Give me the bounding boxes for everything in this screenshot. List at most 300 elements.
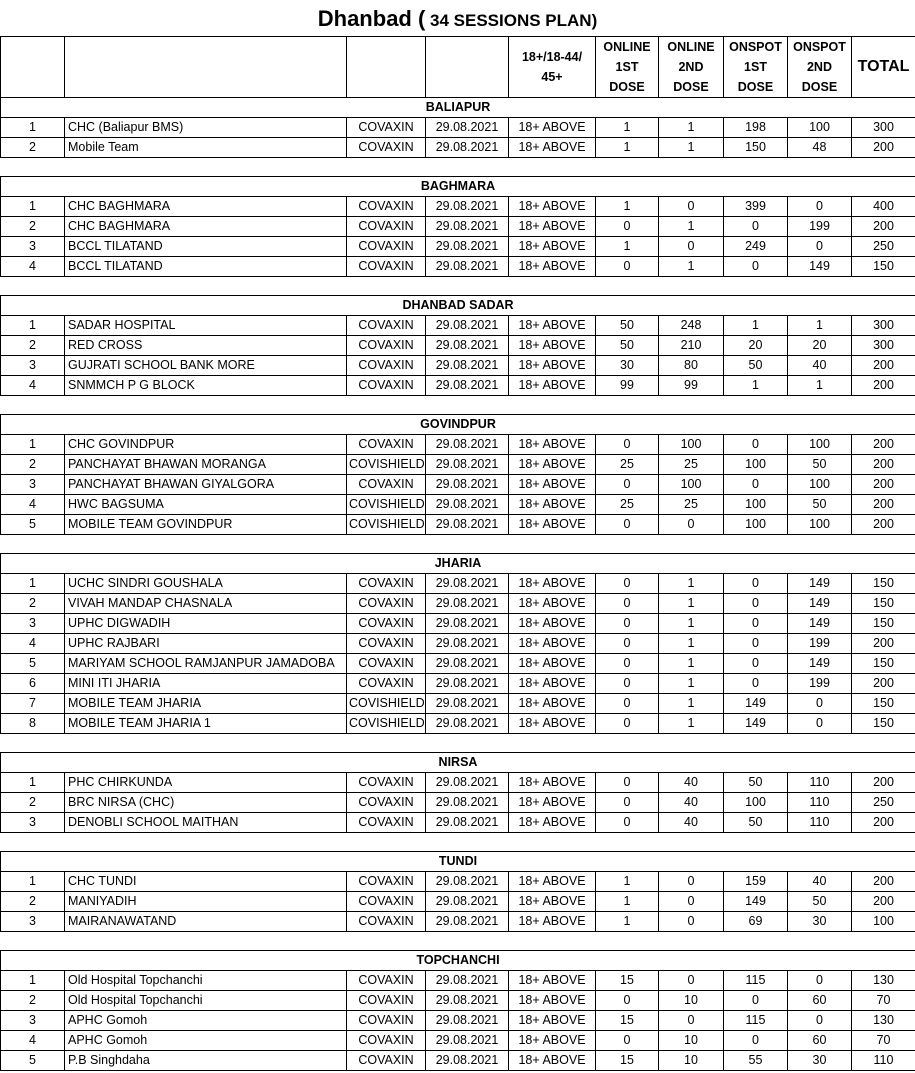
cell-age-group: 18+ ABOVE bbox=[509, 118, 596, 138]
cell-sno: 1 bbox=[1, 197, 65, 217]
cell-online-1st-dose: 15 bbox=[596, 1051, 659, 1071]
block-header-row bbox=[1, 554, 915, 574]
cell-vaccine: COVAXIN bbox=[347, 793, 426, 813]
spacer-row bbox=[1, 932, 915, 951]
table-row bbox=[1, 594, 915, 614]
cell-onspot-1st-dose: 0 bbox=[724, 594, 788, 614]
table-row bbox=[1, 495, 915, 515]
cell-online-1st-dose: 0 bbox=[596, 257, 659, 277]
cell-onspot-1st-dose: 50 bbox=[724, 356, 788, 376]
cell-sno: 2 bbox=[1, 455, 65, 475]
header-age-group: 18+/18-44/ 45+ bbox=[509, 37, 596, 98]
cell-online-2nd-dose: 40 bbox=[659, 773, 724, 793]
cell-sno: 3 bbox=[1, 813, 65, 833]
cell-total: 100 bbox=[852, 912, 915, 932]
cell-online-1st-dose: 0 bbox=[596, 694, 659, 714]
cell-onspot-2nd-dose: 0 bbox=[788, 1011, 852, 1031]
cell-site-name: MOBILE TEAM JHARIA bbox=[65, 694, 347, 714]
cell-age-group: 18+ ABOVE bbox=[509, 237, 596, 257]
cell-sno: 3 bbox=[1, 475, 65, 495]
cell-vaccine: COVAXIN bbox=[347, 971, 426, 991]
block-header-row bbox=[1, 296, 915, 316]
cell-onspot-1st-dose: 0 bbox=[724, 991, 788, 1011]
cell-sno: 2 bbox=[1, 594, 65, 614]
cell-total: 300 bbox=[852, 316, 915, 336]
cell-total: 130 bbox=[852, 1011, 915, 1031]
cell-vaccine: COVAXIN bbox=[347, 217, 426, 237]
cell-online-2nd-dose: 0 bbox=[659, 197, 724, 217]
cell-onspot-1st-dose: 0 bbox=[724, 435, 788, 455]
cell-onspot-1st-dose: 115 bbox=[724, 971, 788, 991]
block-name: BALIAPUR bbox=[1, 98, 915, 118]
header-sno bbox=[1, 37, 65, 98]
cell-onspot-1st-dose: 100 bbox=[724, 515, 788, 535]
cell-onspot-2nd-dose: 0 bbox=[788, 714, 852, 734]
cell-vaccine: COVAXIN bbox=[347, 1051, 426, 1071]
cell-onspot-2nd-dose: 30 bbox=[788, 912, 852, 932]
cell-onspot-1st-dose: 1 bbox=[724, 316, 788, 336]
cell-sno: 3 bbox=[1, 614, 65, 634]
cell-sno: 1 bbox=[1, 872, 65, 892]
table-row bbox=[1, 197, 915, 217]
cell-online-2nd-dose: 1 bbox=[659, 614, 724, 634]
cell-online-1st-dose: 0 bbox=[596, 217, 659, 237]
cell-online-1st-dose: 50 bbox=[596, 316, 659, 336]
cell-age-group: 18+ ABOVE bbox=[509, 1031, 596, 1051]
cell-session-date: 29.08.2021 bbox=[426, 257, 509, 277]
cell-onspot-2nd-dose: 0 bbox=[788, 197, 852, 217]
cell-vaccine: COVISHIELD bbox=[347, 694, 426, 714]
cell-site-name: APHC Gomoh bbox=[65, 1031, 347, 1051]
cell-onspot-1st-dose: 0 bbox=[724, 574, 788, 594]
cell-total: 250 bbox=[852, 237, 915, 257]
cell-online-1st-dose: 0 bbox=[596, 435, 659, 455]
cell-session-date: 29.08.2021 bbox=[426, 773, 509, 793]
cell-session-date: 29.08.2021 bbox=[426, 813, 509, 833]
cell-sno: 2 bbox=[1, 336, 65, 356]
cell-online-2nd-dose: 0 bbox=[659, 1011, 724, 1031]
cell-onspot-1st-dose: 159 bbox=[724, 872, 788, 892]
cell-onspot-2nd-dose: 199 bbox=[788, 634, 852, 654]
cell-session-date: 29.08.2021 bbox=[426, 435, 509, 455]
cell-onspot-2nd-dose: 149 bbox=[788, 257, 852, 277]
cell-total: 150 bbox=[852, 614, 915, 634]
cell-onspot-1st-dose: 149 bbox=[724, 892, 788, 912]
spacer-row bbox=[1, 396, 915, 415]
header-online-1st-dose: ONLINE 1ST DOSE bbox=[596, 37, 659, 98]
cell-age-group: 18+ ABOVE bbox=[509, 654, 596, 674]
cell-online-2nd-dose: 0 bbox=[659, 515, 724, 535]
cell-site-name: CHC (Baliapur BMS) bbox=[65, 118, 347, 138]
cell-total: 200 bbox=[852, 674, 915, 694]
cell-onspot-2nd-dose: 30 bbox=[788, 1051, 852, 1071]
cell-onspot-2nd-dose: 110 bbox=[788, 773, 852, 793]
spacer-row bbox=[1, 833, 915, 852]
cell-total: 200 bbox=[852, 376, 915, 396]
header-site bbox=[65, 37, 347, 98]
header-total: TOTAL bbox=[852, 37, 915, 98]
spacer-cell bbox=[1, 932, 915, 951]
table-row bbox=[1, 872, 915, 892]
cell-session-date: 29.08.2021 bbox=[426, 1051, 509, 1071]
spacer-cell bbox=[1, 396, 915, 415]
cell-online-1st-dose: 1 bbox=[596, 138, 659, 158]
cell-age-group: 18+ ABOVE bbox=[509, 714, 596, 734]
cell-vaccine: COVAXIN bbox=[347, 138, 426, 158]
sessions-table bbox=[0, 36, 915, 1071]
cell-onspot-2nd-dose: 199 bbox=[788, 674, 852, 694]
cell-total: 70 bbox=[852, 1031, 915, 1051]
cell-online-1st-dose: 0 bbox=[596, 614, 659, 634]
cell-sno: 2 bbox=[1, 991, 65, 1011]
cell-site-name: GUJRATI SCHOOL BANK MORE bbox=[65, 356, 347, 376]
block-name: TOPCHANCHI bbox=[1, 951, 915, 971]
table-row bbox=[1, 138, 915, 158]
cell-session-date: 29.08.2021 bbox=[426, 793, 509, 813]
cell-online-1st-dose: 0 bbox=[596, 634, 659, 654]
cell-vaccine: COVAXIN bbox=[347, 872, 426, 892]
cell-online-2nd-dose: 248 bbox=[659, 316, 724, 336]
cell-session-date: 29.08.2021 bbox=[426, 674, 509, 694]
cell-onspot-2nd-dose: 50 bbox=[788, 892, 852, 912]
cell-site-name: UCHC SINDRI GOUSHALA bbox=[65, 574, 347, 594]
block-header-row bbox=[1, 753, 915, 773]
cell-site-name: RED CROSS bbox=[65, 336, 347, 356]
cell-site-name: UPHC RAJBARI bbox=[65, 634, 347, 654]
cell-online-2nd-dose: 210 bbox=[659, 336, 724, 356]
cell-total: 200 bbox=[852, 495, 915, 515]
table-row bbox=[1, 217, 915, 237]
cell-sno: 4 bbox=[1, 376, 65, 396]
cell-total: 70 bbox=[852, 991, 915, 1011]
cell-age-group: 18+ ABOVE bbox=[509, 495, 596, 515]
cell-onspot-1st-dose: 0 bbox=[724, 217, 788, 237]
cell-total: 110 bbox=[852, 1051, 915, 1071]
cell-age-group: 18+ ABOVE bbox=[509, 813, 596, 833]
cell-site-name: Old Hospital Topchanchi bbox=[65, 991, 347, 1011]
block-header-row bbox=[1, 951, 915, 971]
spacer-cell bbox=[1, 277, 915, 296]
cell-site-name: Old Hospital Topchanchi bbox=[65, 971, 347, 991]
cell-sno: 4 bbox=[1, 634, 65, 654]
cell-session-date: 29.08.2021 bbox=[426, 971, 509, 991]
cell-sno: 4 bbox=[1, 495, 65, 515]
cell-onspot-1st-dose: 0 bbox=[724, 475, 788, 495]
cell-age-group: 18+ ABOVE bbox=[509, 773, 596, 793]
cell-total: 200 bbox=[852, 872, 915, 892]
cell-online-1st-dose: 0 bbox=[596, 475, 659, 495]
cell-online-2nd-dose: 1 bbox=[659, 654, 724, 674]
cell-online-2nd-dose: 1 bbox=[659, 594, 724, 614]
cell-online-1st-dose: 1 bbox=[596, 197, 659, 217]
cell-online-2nd-dose: 0 bbox=[659, 237, 724, 257]
cell-sno: 5 bbox=[1, 515, 65, 535]
table-body bbox=[1, 37, 915, 1071]
cell-session-date: 29.08.2021 bbox=[426, 574, 509, 594]
table-row bbox=[1, 257, 915, 277]
cell-online-2nd-dose: 1 bbox=[659, 714, 724, 734]
cell-onspot-1st-dose: 0 bbox=[724, 674, 788, 694]
cell-sno: 1 bbox=[1, 435, 65, 455]
cell-age-group: 18+ ABOVE bbox=[509, 217, 596, 237]
cell-online-1st-dose: 0 bbox=[596, 674, 659, 694]
cell-age-group: 18+ ABOVE bbox=[509, 197, 596, 217]
cell-total: 200 bbox=[852, 475, 915, 495]
cell-onspot-1st-dose: 50 bbox=[724, 773, 788, 793]
cell-sno: 1 bbox=[1, 773, 65, 793]
cell-site-name: DENOBLI SCHOOL MAITHAN bbox=[65, 813, 347, 833]
cell-age-group: 18+ ABOVE bbox=[509, 356, 596, 376]
cell-vaccine: COVAXIN bbox=[347, 674, 426, 694]
cell-age-group: 18+ ABOVE bbox=[509, 574, 596, 594]
table-row bbox=[1, 435, 915, 455]
cell-vaccine: COVAXIN bbox=[347, 1011, 426, 1031]
cell-total: 150 bbox=[852, 654, 915, 674]
cell-online-1st-dose: 25 bbox=[596, 455, 659, 475]
cell-onspot-2nd-dose: 100 bbox=[788, 515, 852, 535]
table-row bbox=[1, 336, 915, 356]
cell-onspot-1st-dose: 20 bbox=[724, 336, 788, 356]
cell-age-group: 18+ ABOVE bbox=[509, 872, 596, 892]
cell-online-2nd-dose: 10 bbox=[659, 1051, 724, 1071]
block-header-row bbox=[1, 177, 915, 197]
cell-onspot-1st-dose: 50 bbox=[724, 813, 788, 833]
cell-site-name: VIVAH MANDAP CHASNALA bbox=[65, 594, 347, 614]
cell-site-name: MANIYADIH bbox=[65, 892, 347, 912]
table-row bbox=[1, 1031, 915, 1051]
block-name: NIRSA bbox=[1, 753, 915, 773]
cell-online-2nd-dose: 100 bbox=[659, 475, 724, 495]
cell-onspot-2nd-dose: 60 bbox=[788, 991, 852, 1011]
block-name: GOVINDPUR bbox=[1, 415, 915, 435]
cell-total: 300 bbox=[852, 336, 915, 356]
cell-site-name: CHC TUNDI bbox=[65, 872, 347, 892]
spacer-cell bbox=[1, 734, 915, 753]
cell-onspot-2nd-dose: 20 bbox=[788, 336, 852, 356]
cell-total: 400 bbox=[852, 197, 915, 217]
cell-session-date: 29.08.2021 bbox=[426, 217, 509, 237]
table-row bbox=[1, 714, 915, 734]
cell-onspot-1st-dose: 150 bbox=[724, 138, 788, 158]
cell-age-group: 18+ ABOVE bbox=[509, 475, 596, 495]
table-row bbox=[1, 912, 915, 932]
cell-site-name: CHC BAGHMARA bbox=[65, 197, 347, 217]
cell-online-2nd-dose: 10 bbox=[659, 1031, 724, 1051]
block-name: TUNDI bbox=[1, 852, 915, 872]
cell-vaccine: COVAXIN bbox=[347, 594, 426, 614]
cell-sno: 6 bbox=[1, 674, 65, 694]
cell-sno: 8 bbox=[1, 714, 65, 734]
cell-vaccine: COVAXIN bbox=[347, 316, 426, 336]
cell-vaccine: COVAXIN bbox=[347, 356, 426, 376]
cell-vaccine: COVAXIN bbox=[347, 257, 426, 277]
cell-total: 150 bbox=[852, 574, 915, 594]
cell-sno: 3 bbox=[1, 912, 65, 932]
cell-session-date: 29.08.2021 bbox=[426, 594, 509, 614]
block-name: BAGHMARA bbox=[1, 177, 915, 197]
cell-online-2nd-dose: 10 bbox=[659, 991, 724, 1011]
cell-total: 200 bbox=[852, 356, 915, 376]
cell-online-2nd-dose: 1 bbox=[659, 674, 724, 694]
cell-vaccine: COVAXIN bbox=[347, 892, 426, 912]
cell-online-1st-dose: 15 bbox=[596, 971, 659, 991]
cell-online-2nd-dose: 1 bbox=[659, 694, 724, 714]
cell-age-group: 18+ ABOVE bbox=[509, 594, 596, 614]
cell-online-1st-dose: 0 bbox=[596, 574, 659, 594]
spacer-cell bbox=[1, 158, 915, 177]
cell-onspot-1st-dose: 0 bbox=[724, 634, 788, 654]
cell-online-2nd-dose: 0 bbox=[659, 892, 724, 912]
cell-sno: 1 bbox=[1, 574, 65, 594]
table-row bbox=[1, 1011, 915, 1031]
cell-onspot-2nd-dose: 149 bbox=[788, 614, 852, 634]
cell-onspot-2nd-dose: 149 bbox=[788, 574, 852, 594]
cell-total: 200 bbox=[852, 138, 915, 158]
cell-site-name: PANCHAYAT BHAWAN MORANGA bbox=[65, 455, 347, 475]
cell-online-2nd-dose: 25 bbox=[659, 495, 724, 515]
cell-onspot-1st-dose: 55 bbox=[724, 1051, 788, 1071]
cell-online-2nd-dose: 1 bbox=[659, 634, 724, 654]
cell-onspot-2nd-dose: 0 bbox=[788, 237, 852, 257]
cell-online-1st-dose: 99 bbox=[596, 376, 659, 396]
cell-site-name: BCCL TILATAND bbox=[65, 237, 347, 257]
cell-age-group: 18+ ABOVE bbox=[509, 316, 596, 336]
block-header-row bbox=[1, 852, 915, 872]
cell-onspot-1st-dose: 100 bbox=[724, 455, 788, 475]
cell-vaccine: COVAXIN bbox=[347, 634, 426, 654]
cell-vaccine: COVISHIELD bbox=[347, 495, 426, 515]
cell-onspot-1st-dose: 198 bbox=[724, 118, 788, 138]
cell-site-name: PHC CHIRKUNDA bbox=[65, 773, 347, 793]
cell-age-group: 18+ ABOVE bbox=[509, 1051, 596, 1071]
table-row bbox=[1, 515, 915, 535]
cell-sno: 2 bbox=[1, 793, 65, 813]
cell-total: 250 bbox=[852, 793, 915, 813]
cell-site-name: P.B Singhdaha bbox=[65, 1051, 347, 1071]
cell-session-date: 29.08.2021 bbox=[426, 1011, 509, 1031]
cell-session-date: 29.08.2021 bbox=[426, 356, 509, 376]
cell-online-1st-dose: 30 bbox=[596, 356, 659, 376]
spacer-row bbox=[1, 535, 915, 554]
cell-online-2nd-dose: 1 bbox=[659, 217, 724, 237]
cell-onspot-1st-dose: 100 bbox=[724, 793, 788, 813]
cell-session-date: 29.08.2021 bbox=[426, 892, 509, 912]
cell-site-name: HWC BAGSUMA bbox=[65, 495, 347, 515]
title-sub: 34 SESSIONS PLAN) bbox=[425, 11, 598, 30]
cell-age-group: 18+ ABOVE bbox=[509, 257, 596, 277]
table-row bbox=[1, 634, 915, 654]
table-row bbox=[1, 118, 915, 138]
cell-total: 300 bbox=[852, 118, 915, 138]
cell-onspot-1st-dose: 1 bbox=[724, 376, 788, 396]
cell-onspot-2nd-dose: 40 bbox=[788, 356, 852, 376]
cell-vaccine: COVISHIELD bbox=[347, 455, 426, 475]
cell-session-date: 29.08.2021 bbox=[426, 118, 509, 138]
cell-onspot-2nd-dose: 48 bbox=[788, 138, 852, 158]
spacer-row bbox=[1, 734, 915, 753]
cell-site-name: Mobile Team bbox=[65, 138, 347, 158]
cell-onspot-1st-dose: 149 bbox=[724, 694, 788, 714]
spacer-cell bbox=[1, 833, 915, 852]
cell-site-name: PANCHAYAT BHAWAN GIYALGORA bbox=[65, 475, 347, 495]
table-row bbox=[1, 654, 915, 674]
cell-total: 200 bbox=[852, 813, 915, 833]
cell-age-group: 18+ ABOVE bbox=[509, 912, 596, 932]
cell-vaccine: COVAXIN bbox=[347, 197, 426, 217]
cell-online-1st-dose: 0 bbox=[596, 813, 659, 833]
cell-total: 200 bbox=[852, 773, 915, 793]
cell-age-group: 18+ ABOVE bbox=[509, 614, 596, 634]
cell-sno: 1 bbox=[1, 118, 65, 138]
cell-session-date: 29.08.2021 bbox=[426, 872, 509, 892]
table-row bbox=[1, 316, 915, 336]
spacer-cell bbox=[1, 535, 915, 554]
cell-onspot-2nd-dose: 110 bbox=[788, 813, 852, 833]
cell-age-group: 18+ ABOVE bbox=[509, 892, 596, 912]
cell-online-1st-dose: 0 bbox=[596, 991, 659, 1011]
cell-onspot-1st-dose: 399 bbox=[724, 197, 788, 217]
cell-age-group: 18+ ABOVE bbox=[509, 634, 596, 654]
table-row bbox=[1, 455, 915, 475]
header-onspot-2nd-dose: ONSPOT 2ND DOSE bbox=[788, 37, 852, 98]
header-date bbox=[426, 37, 509, 98]
cell-online-2nd-dose: 1 bbox=[659, 118, 724, 138]
cell-onspot-1st-dose: 0 bbox=[724, 654, 788, 674]
cell-online-1st-dose: 0 bbox=[596, 594, 659, 614]
cell-total: 150 bbox=[852, 714, 915, 734]
cell-total: 150 bbox=[852, 257, 915, 277]
table-row bbox=[1, 356, 915, 376]
cell-session-date: 29.08.2021 bbox=[426, 376, 509, 396]
table-row bbox=[1, 237, 915, 257]
cell-age-group: 18+ ABOVE bbox=[509, 991, 596, 1011]
cell-session-date: 29.08.2021 bbox=[426, 714, 509, 734]
cell-age-group: 18+ ABOVE bbox=[509, 1011, 596, 1031]
table-row bbox=[1, 376, 915, 396]
cell-age-group: 18+ ABOVE bbox=[509, 793, 596, 813]
cell-sno: 5 bbox=[1, 654, 65, 674]
spacer-row bbox=[1, 158, 915, 177]
cell-age-group: 18+ ABOVE bbox=[509, 971, 596, 991]
cell-onspot-2nd-dose: 50 bbox=[788, 455, 852, 475]
cell-total: 200 bbox=[852, 634, 915, 654]
cell-online-1st-dose: 0 bbox=[596, 515, 659, 535]
cell-vaccine: COVAXIN bbox=[347, 912, 426, 932]
header-online-2nd-dose: ONLINE 2ND DOSE bbox=[659, 37, 724, 98]
cell-onspot-2nd-dose: 110 bbox=[788, 793, 852, 813]
cell-onspot-2nd-dose: 40 bbox=[788, 872, 852, 892]
cell-sno: 2 bbox=[1, 138, 65, 158]
cell-session-date: 29.08.2021 bbox=[426, 694, 509, 714]
cell-online-2nd-dose: 0 bbox=[659, 971, 724, 991]
cell-vaccine: COVAXIN bbox=[347, 654, 426, 674]
block-name: JHARIA bbox=[1, 554, 915, 574]
cell-onspot-2nd-dose: 1 bbox=[788, 316, 852, 336]
cell-site-name: MINI ITI JHARIA bbox=[65, 674, 347, 694]
header-row bbox=[1, 37, 915, 98]
cell-session-date: 29.08.2021 bbox=[426, 495, 509, 515]
cell-online-2nd-dose: 100 bbox=[659, 435, 724, 455]
cell-vaccine: COVAXIN bbox=[347, 435, 426, 455]
cell-session-date: 29.08.2021 bbox=[426, 634, 509, 654]
cell-sno: 4 bbox=[1, 1031, 65, 1051]
cell-onspot-2nd-dose: 149 bbox=[788, 594, 852, 614]
cell-online-2nd-dose: 99 bbox=[659, 376, 724, 396]
cell-online-2nd-dose: 1 bbox=[659, 574, 724, 594]
header-onspot-1st-dose: ONSPOT 1ST DOSE bbox=[724, 37, 788, 98]
cell-age-group: 18+ ABOVE bbox=[509, 694, 596, 714]
table-row bbox=[1, 971, 915, 991]
